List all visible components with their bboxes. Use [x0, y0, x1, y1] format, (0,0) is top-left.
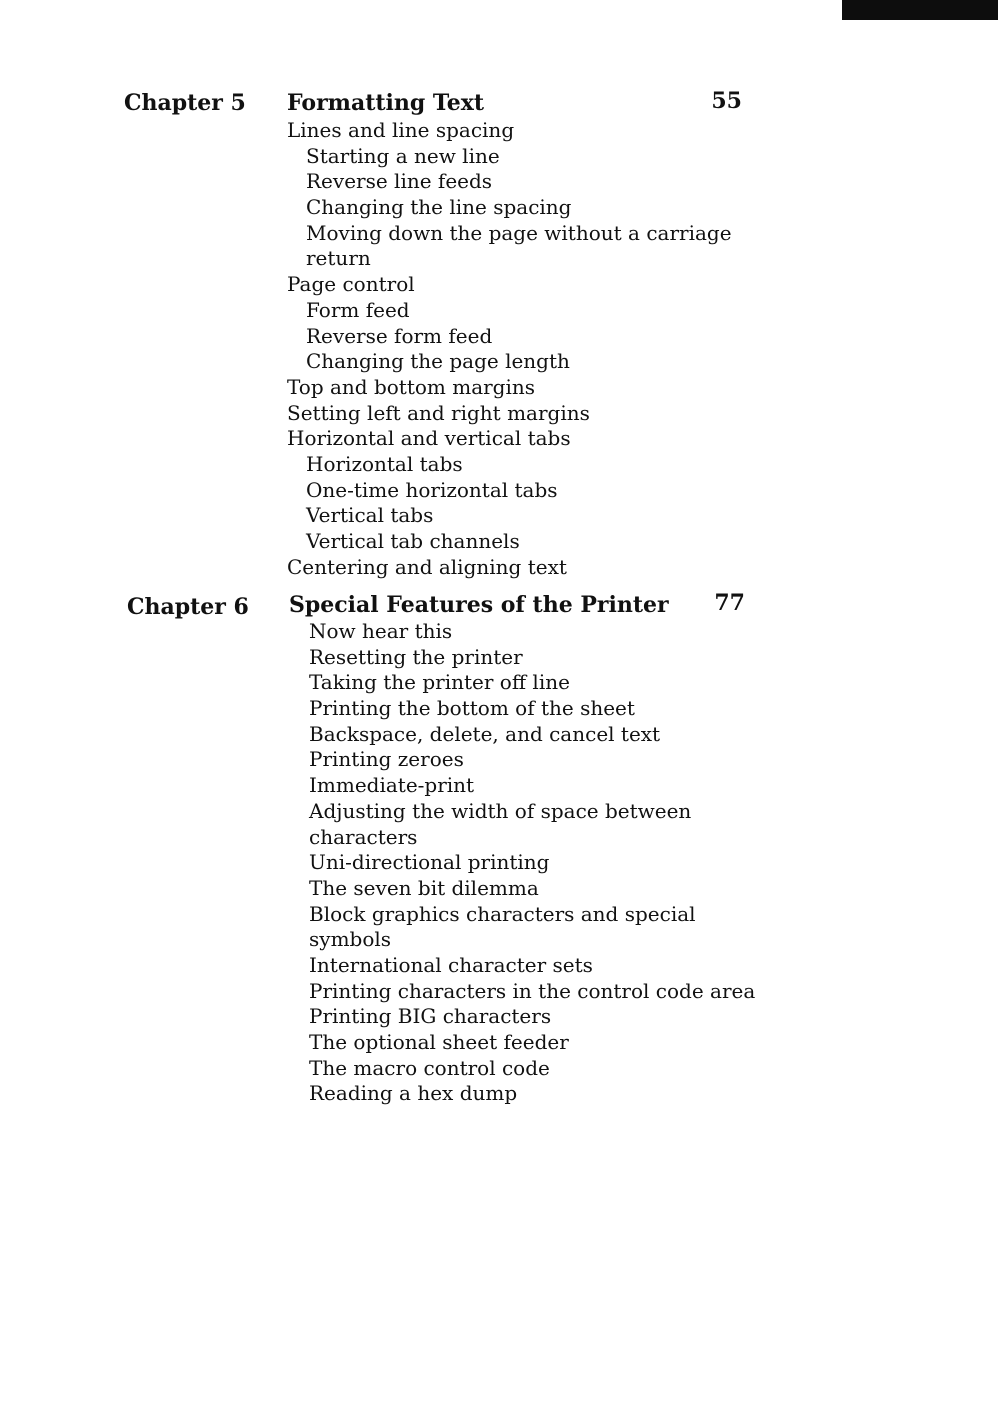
- toc-entry: Taking the printer off line: [309, 670, 570, 695]
- toc-entry: Setting left and right margins: [287, 400, 590, 425]
- toc-entry: The seven bit dilemma: [309, 875, 539, 900]
- toc-entry: Block graphics characters and special: [309, 901, 696, 926]
- toc-entry: Reading a hex dump: [309, 1081, 518, 1106]
- toc-entry: Vertical tabs: [306, 503, 434, 528]
- toc-entry: Printing the bottom of the sheet: [309, 696, 635, 721]
- toc-entry: Printing characters in the control code area: [309, 978, 756, 1003]
- toc-entry: The macro control code: [309, 1055, 550, 1080]
- toc-entry: Horizontal and vertical tabs: [287, 426, 571, 451]
- toc-entry: Immediate-print: [309, 773, 475, 798]
- chapter-5-title: Formatting Text: [287, 90, 485, 116]
- toc-entry: One-time horizontal tabs: [306, 477, 558, 502]
- toc-entry: Changing the line spacing: [306, 195, 572, 220]
- toc-entry: Backspace, delete, and cancel text: [309, 721, 661, 746]
- toc-entry: Now hear this: [309, 619, 453, 643]
- chapter-5-page-number: 55: [711, 88, 742, 114]
- toc-entry: The optional sheet feeder: [309, 1030, 569, 1054]
- toc-entry: Moving down the page without a carriage: [306, 220, 732, 245]
- toc-entry: Lines and line spacing: [287, 118, 515, 142]
- toc-entry: Top and bottom margins: [287, 374, 536, 399]
- toc-entry: symbols: [309, 927, 392, 952]
- toc-entry: Changing the page length: [306, 349, 570, 374]
- chapter-5-entries: [287, 118, 732, 580]
- chapter-6-title: Special Features of the Printer: [289, 592, 669, 618]
- toc-entry: return: [306, 246, 371, 271]
- toc-entry: Adjusting the width of space between: [309, 798, 692, 823]
- chapter-6-entries: [290, 619, 755, 1107]
- toc-entry: Printing BIG characters: [309, 1004, 552, 1029]
- toc-entry: Resetting the printer: [309, 644, 523, 669]
- toc-entry: International character sets: [309, 952, 593, 977]
- toc-entry: Uni-directional printing: [309, 850, 550, 875]
- toc-entry: Horizontal tabs: [306, 451, 463, 476]
- toc-entry: Reverse line feeds: [306, 169, 493, 194]
- toc-entry: Printing zeroes: [309, 747, 464, 772]
- toc-entry: Vertical tab channels: [306, 529, 520, 553]
- chapter-6-page-number: 77: [714, 590, 745, 616]
- toc-entry: Reverse form feed: [306, 323, 493, 348]
- chapter-5-label: Chapter 5: [124, 90, 246, 116]
- toc-entry: Starting a new line: [306, 143, 500, 168]
- toc-entry: Page control: [287, 272, 415, 297]
- toc-entry: Centering and aligning text: [287, 554, 567, 579]
- chapter-6-label: Chapter 6: [127, 594, 249, 620]
- toc-entry: Form feed: [306, 297, 410, 322]
- toc-entry: characters: [309, 824, 418, 849]
